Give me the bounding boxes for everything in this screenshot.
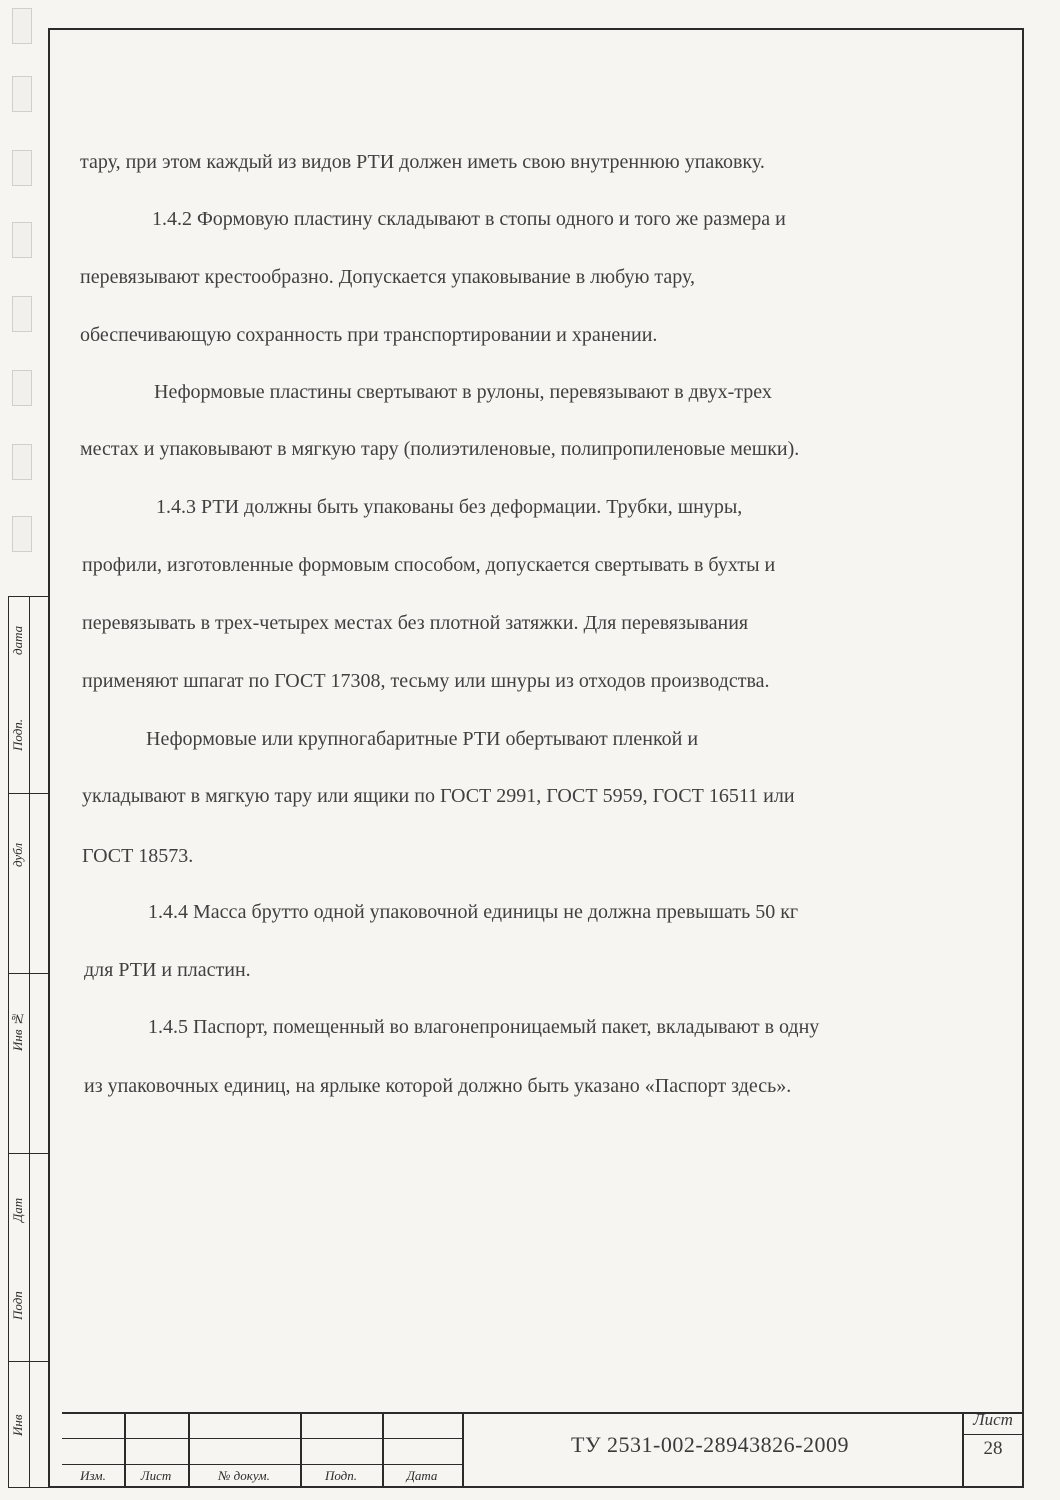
side-label-inv-dubl: Инв № [10,1011,25,1051]
text-line: 1.4.3 РТИ должны быть упакованы без деформации. Трубки, шнуры, [156,496,743,518]
document-code: ТУ 2531-002-28943826-2009 [571,1432,849,1457]
text-line: обеспечивающую сохранность при транспортировании и хранении. [80,324,658,346]
text-line: для РТИ и пластин. [84,959,251,981]
sheet-number: 28 [983,1438,1003,1459]
binding-margin-box [12,516,32,552]
text-line: 1.4.5 Паспорт, помещенный во влагонепроницаемый пакет, вкладывают в одну [148,1016,820,1038]
text-line: местах и упаковывают в мягкую тару (полиэтиленовые, полипропиленовые мешки). [80,438,800,460]
page-frame [48,28,1024,1488]
text-line: укладывают в мягкую тару или ящики по ГОСТ 2991, ГОСТ 5959, ГОСТ 16511 или [82,785,795,807]
text-line: Неформовые пластины свертывают в рулоны, перевязывают в двух-трех [154,381,772,403]
binding-margin-box [12,370,32,406]
text-line: профили, изготовленные формовым способом, допускается свертывать в бухты и [82,554,776,576]
side-label-data: дата [10,625,25,655]
text-line: Неформовые или крупногабаритные РТИ обертывают пленкой и [146,728,699,750]
text-line: из упаковочных единиц, на ярлыке которой должно быть указано «Паспорт здесь». [84,1075,792,1097]
text-line: перевязывать в трех-четырех местах без плотной затяжки. Для перевязывания [82,612,749,634]
binding-margin-box [12,444,32,480]
side-label-podp: Подп. [10,718,25,752]
col-label-izm: Изм. [80,1468,106,1483]
binding-margin-box [12,150,32,186]
col-label-data: Дата [406,1468,438,1483]
text-line: 1.4.2 Формовую пластину складывают в стопы одного и того же размера и [152,208,786,230]
binding-margin-box [12,222,32,258]
binding-margin-box [12,76,32,112]
col-label-list: Лист [140,1468,172,1483]
col-label-dokum: № докум. [218,1468,270,1483]
col-label-podp: Подп. [324,1468,358,1483]
text-line: 1.4.4 Масса брутто одной упаковочной единицы не должна превышать 50 кг [148,901,799,923]
binding-margin-box [12,8,32,44]
text-line: тару, при этом каждый из видов РТИ должен иметь свою внутреннюю упаковку. [80,151,765,173]
sheet-label: Лист [973,1410,1013,1429]
text-line: применяют шпагат по ГОСТ 17308, тесьму или шнуры из отходов производства. [82,670,770,692]
text-line: перевязывают крестообразно. Допускается упаковывание в любую тару, [80,266,696,288]
binding-margin-box [12,296,32,332]
side-label-inv-podl: Инв [10,1414,25,1436]
side-label-dubl: дубл [10,842,25,868]
text-line: ГОСТ 18573. [82,845,194,867]
side-label-podp-podl: Подп [10,1291,25,1321]
side-label-data-podl: Дат [10,1197,25,1223]
